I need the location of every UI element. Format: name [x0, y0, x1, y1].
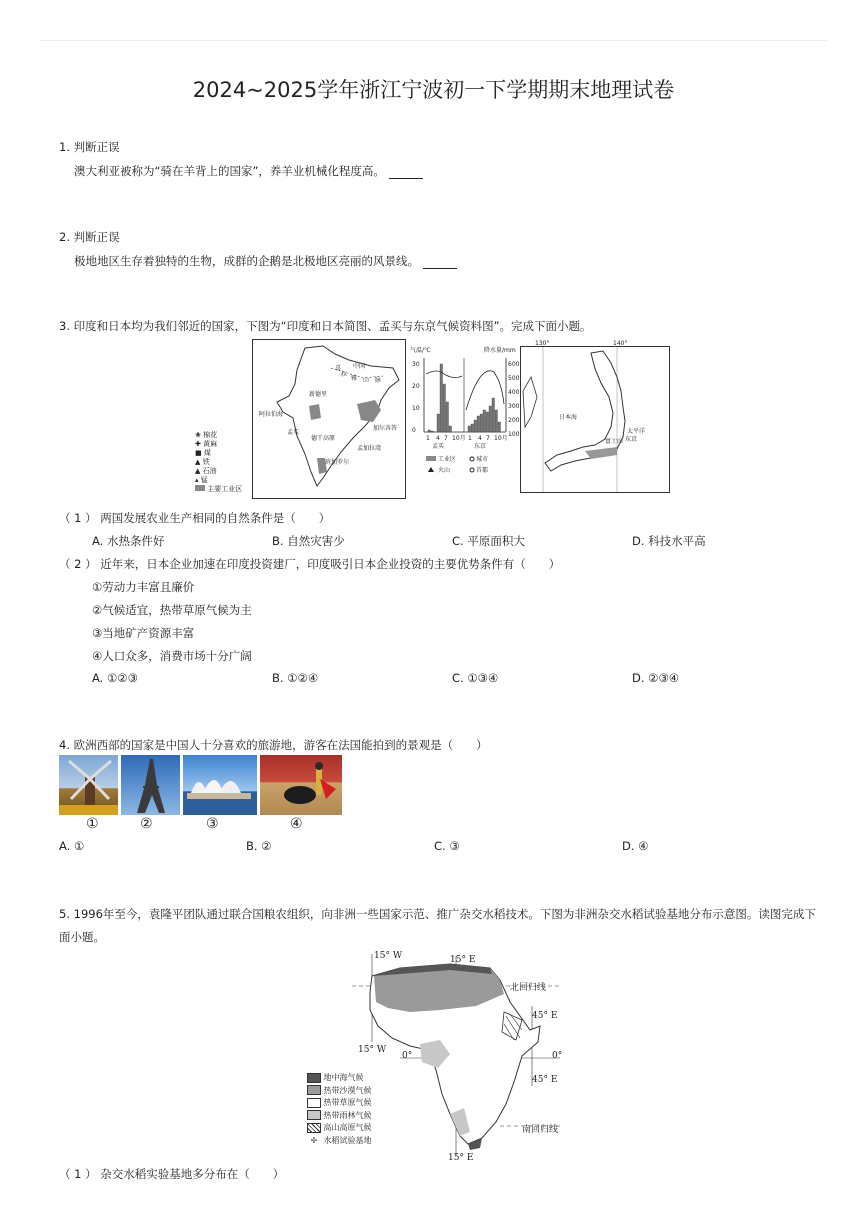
q4-option-a[interactable]: A. ① — [59, 839, 85, 853]
label-deccan: 德干高原 — [311, 435, 336, 442]
opera-house-drawing — [183, 755, 257, 815]
m4b: 4 — [478, 435, 482, 442]
q3-sub1-stem: （ 1 ） 两国发展农业生产相同的自然条件是（ ） — [59, 511, 331, 525]
q4-option-d[interactable]: D. ④ — [622, 839, 649, 853]
q3-sub2-item-3: ③当地矿产资源丰富 — [92, 626, 195, 640]
legend-mediterranean: 地中海气候 — [307, 1072, 372, 1085]
legend-jute: ✚ 黄麻 — [195, 440, 218, 448]
clegend-capital: 首都 — [476, 467, 489, 474]
m1b: 1 — [468, 435, 472, 442]
legend-savanna: 热带草原气候 — [307, 1097, 372, 1110]
photo-mark-3: ③ — [206, 816, 219, 832]
label-ya: 雅 — [351, 375, 358, 382]
q3-sub1-option-c[interactable]: C. 平原面积大 — [452, 534, 525, 548]
photo-mark-2: ② — [140, 816, 153, 832]
q5-heading-line1: 5. 1996年至今，袁隆平团队通过联合国粮农组织，向非洲一些国家示范、推广杂交水稻技术。下图为非洲杂交水稻试验基地分布示意图。读图完成下 — [59, 907, 816, 921]
legend-capital-symbol — [470, 468, 474, 472]
photo-windmill — [59, 755, 118, 815]
q1-text — [74, 163, 423, 179]
label-bay-of-bengal: 孟加拉湾 — [357, 445, 382, 452]
label-15e-bottom: 15° E — [448, 1153, 474, 1163]
legend-rainforest: 热带雨林气候 — [307, 1110, 372, 1123]
m10b: 10月 — [494, 435, 508, 442]
label-bangalore: 班加罗尔 — [325, 459, 350, 466]
photo-mark-4: ④ — [290, 816, 303, 832]
q3-sub1-option-a[interactable]: A. 水热条件好 — [92, 534, 165, 548]
rtick-200: 200 — [508, 417, 520, 424]
label-0-left: 0° — [402, 1051, 413, 1061]
q3-heading: 3. 印度和日本均为我们邻近的国家，下图为“印度和日本简图、孟买与东京气候资料图”。完成下面小题。 — [59, 319, 592, 333]
q3-sub1-option-b[interactable]: B. 自然灾害少 — [272, 534, 345, 548]
legend-oil: ▲ 石油 — [195, 467, 217, 475]
eiffel-drawing — [121, 755, 180, 815]
legend-city-symbol — [470, 457, 474, 461]
legend-industrial: 主要工业区 — [195, 485, 242, 494]
label-mai: 脉 — [375, 377, 382, 384]
legend-iron: ▲ 铁 — [195, 458, 210, 466]
q2-text — [74, 253, 457, 269]
ltick-10: 10 — [412, 405, 420, 412]
q2-heading: 2. 判断正误 — [59, 230, 120, 244]
q1-heading: 1. 判断正误 — [59, 140, 120, 154]
label-new-delhi: 新德里 — [309, 391, 328, 398]
legend-coal: ■ 煤 — [195, 449, 211, 457]
q5-heading-line2: 面小题。 — [59, 930, 105, 944]
q5-sub1-stem: （ 1 ） 杂交水稻实验基地多分布在（ ） — [59, 1167, 285, 1181]
climate-chart-drawing — [408, 344, 518, 494]
top-divider — [40, 40, 827, 41]
q1-statement: 澳大利亚被称为“骑在羊背上的国家”，养羊业机械化程度高。 — [74, 164, 385, 178]
y-left-label: 气温/℃ — [410, 347, 431, 354]
ltick-20: 20 — [412, 383, 420, 390]
q3-sub2-item-2: ②气候适宜，热带草原气候为主 — [92, 603, 252, 617]
city-tokyo: 东京 — [474, 443, 487, 450]
legend-desert: 热带沙漠气候 — [307, 1085, 372, 1098]
label-tropic-cancer: 北回归线 — [510, 983, 547, 993]
africa-legend — [307, 1072, 372, 1147]
label-pacific: 太平洋 — [627, 428, 646, 435]
q3-sub2-option-b[interactable]: B. ①②④ — [272, 671, 319, 685]
clegend-industrial: 工业区 — [438, 456, 457, 463]
label-15e-top: 15° E — [450, 955, 476, 965]
label-china: 中国 — [353, 363, 366, 370]
india-legend — [195, 431, 242, 494]
q4-option-b[interactable]: B. ② — [246, 839, 272, 853]
label-xi: 喜 — [335, 365, 342, 372]
legend-highland: 高山高原气候 — [307, 1122, 372, 1135]
label-15w-top: 15° W — [374, 951, 403, 961]
ltick-30: 30 — [412, 361, 420, 368]
photo-mark-1: ① — [86, 816, 99, 832]
q3-sub2-stem: （ 2 ） 近年来，日本企业加速在印度投资建厂，印度吸引日本企业投资的主要优势条件有（ ） — [59, 557, 561, 571]
photo-eiffel-tower — [121, 755, 180, 815]
photo-sydney-opera-house — [183, 755, 257, 815]
page-title: 2024~2025学年浙江宁波初一下学期期末地理试卷 — [192, 78, 675, 102]
label-kolkata: 加尔各答 — [373, 425, 398, 432]
legend-swatch-industrial — [426, 456, 436, 461]
label-tropic-capricorn: 南回归线 — [522, 1125, 559, 1135]
label-shan: 山 — [363, 377, 370, 384]
label-15w-bottom: 15° W — [358, 1045, 387, 1055]
q2-answer-blank[interactable] — [423, 256, 457, 269]
photo-bullfight — [260, 755, 342, 815]
label-mt-fuji: 富士山 — [605, 438, 624, 445]
windmill-drawing — [59, 755, 118, 815]
clegend-city: 城市 — [476, 456, 489, 463]
q3-sub2-option-c[interactable]: C. ①③④ — [452, 671, 499, 685]
m1: 1 — [426, 435, 430, 442]
japan-map — [520, 340, 670, 493]
rtick-500: 500 — [508, 375, 520, 382]
q3-sub2-item-4: ④人口众多，消费市场十分广阔 — [92, 649, 252, 663]
india-map — [252, 339, 406, 499]
q4-heading: 4. 欧洲西部的国家是中国人十分喜欢的旅游地，游客在法国能拍到的景观是（ ） — [59, 738, 488, 752]
y-right-label: 降水量/mm — [484, 347, 516, 354]
climate-chart — [408, 344, 518, 494]
city-mumbai: 孟买 — [432, 443, 445, 450]
label-mumbai: 孟买 — [287, 429, 300, 436]
q2-statement: 极地地区生存着独特的生物，成群的企鹅是北极地区亮丽的风景线。 — [74, 254, 419, 268]
japan-map-drawing — [521, 340, 669, 492]
q3-sub2-option-a[interactable]: A. ①②③ — [92, 671, 138, 685]
label-la: 拉 — [341, 371, 348, 378]
rtick-300: 300 — [508, 403, 520, 410]
legend-manganese: ▴ 锰 — [195, 476, 208, 484]
q4-option-c[interactable]: C. ③ — [434, 839, 460, 853]
ltick-0: 0 — [412, 427, 416, 434]
m4: 4 — [436, 435, 440, 442]
rice-base-icon: ✢ — [310, 1135, 318, 1145]
label-45e-top: 45° E — [532, 1011, 558, 1021]
rtick-600: 600 — [508, 361, 520, 368]
clegend-volcano: 火山 — [438, 467, 451, 474]
q1-answer-blank[interactable] — [389, 166, 423, 179]
rtick-100: 100 — [508, 431, 520, 438]
legend-rice-base: ✢ 水稻试验基地 — [307, 1135, 372, 1148]
label-arabian-sea: 阿拉伯海 — [259, 411, 284, 418]
lon-130: 130° — [535, 340, 550, 347]
rtick-400: 400 — [508, 389, 520, 396]
label-45e-bottom: 45° E — [532, 1075, 558, 1085]
legend-volcano-symbol — [428, 467, 434, 472]
lon-140: 140° — [613, 340, 628, 347]
legend-cotton: ❀ 棉花 — [195, 431, 218, 439]
q3-sub2-item-1: ①劳动力丰富且廉价 — [92, 580, 195, 594]
bullfight-drawing — [260, 755, 342, 815]
q3-sub2-option-d[interactable]: D. ②③④ — [632, 671, 680, 685]
m10: 10月 — [452, 435, 466, 442]
label-sea-of-japan: 日本海 — [559, 414, 578, 421]
q3-sub1-option-d[interactable]: D. 科技水平高 — [632, 534, 706, 548]
label-0-right: 0° — [552, 1051, 563, 1061]
india-map-drawing — [253, 340, 405, 498]
m7b: 7 — [486, 435, 490, 442]
m7: 7 — [444, 435, 448, 442]
label-tokyo: 东京 — [625, 436, 638, 443]
